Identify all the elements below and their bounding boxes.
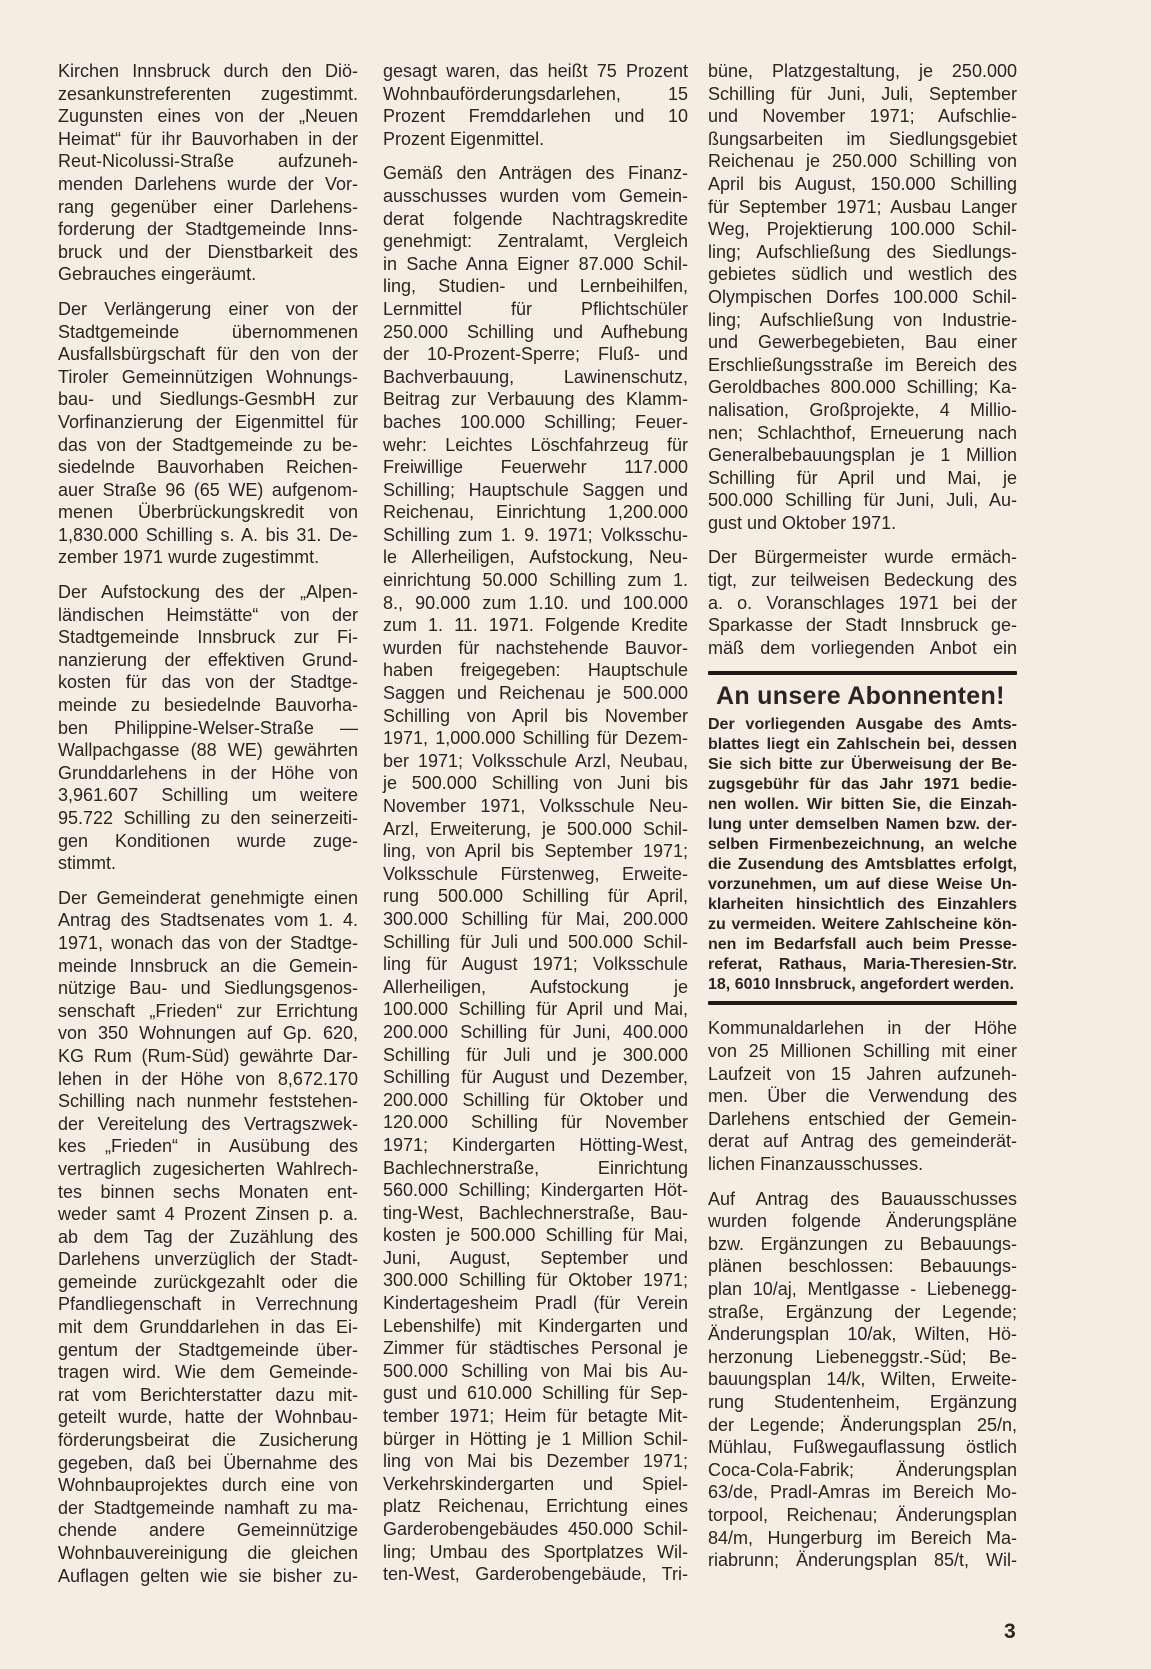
- text-line: 300.000 Schilling für Oktober 1971;: [383, 1270, 688, 1291]
- paragraph: [58, 298, 358, 569]
- text-line: Auflagen gelten wie sie bisher zu-: [58, 1565, 358, 1586]
- text-line: blattes liegt ein Zahlschein bei, dessen: [708, 736, 1017, 754]
- text-line: ling von Mai bis Dezember 1971;: [383, 1451, 688, 1472]
- text-line: derat auf Antrag des gemeinderät-: [708, 1131, 1017, 1152]
- text-line: wurden für nachstehende Bauvor-: [383, 637, 688, 658]
- paragraph: [58, 581, 358, 875]
- paragraph: [383, 60, 688, 150]
- text-line: Zimmer für städtisches Personal je: [383, 1338, 688, 1359]
- text-line: ling; Umbau des Sportplatzes Wil-: [383, 1541, 688, 1562]
- text-line: bauungsplan 14/k, Wilten, Erweite-: [708, 1369, 1017, 1390]
- text-line: nen im Bedarfsfall auch beim Presse-: [708, 936, 1017, 954]
- text-line: gegeben, daß bei Übernahme des: [58, 1452, 358, 1473]
- text-line: Wohnbauvereinigung die gleichen: [58, 1543, 358, 1563]
- text-line: lung unter demselben Namen bzw. der-: [708, 816, 1017, 834]
- text-line: rung 500.000 Schilling für April,: [383, 886, 688, 907]
- text-line: wehr: Leichtes Löschfahrzeug für: [383, 434, 688, 455]
- text-line: ling; Aufschließung von Industrie-: [708, 309, 1017, 330]
- page-number: 3: [1004, 1620, 1016, 1643]
- text-line: in Sache Anna Eigner 87.000 Schil-: [383, 253, 688, 274]
- text-line: geteilt wurde, hatte der Wohnbau-: [58, 1407, 358, 1428]
- text-line: Schilling für Juli und je 300.000: [383, 1044, 688, 1065]
- text-line: einrichtung 50.000 Schilling zum 1.: [383, 570, 688, 591]
- paragraph: [383, 162, 688, 1585]
- text-line: 18, 6010 Innsbruck, angefordert werden.: [708, 976, 1014, 994]
- text-line: Reichenau je 250.000 Schilling von: [708, 151, 1017, 172]
- text-line: Schilling nach nunmehr feststehen-: [58, 1091, 358, 1112]
- text-line: April bis August, 150.000 Schilling: [708, 173, 1017, 194]
- text-line: Der vorliegenden Ausgabe des Amts-: [708, 716, 1017, 734]
- text-line: nützige Bau- und Siedlungsgenos-: [58, 978, 358, 999]
- text-line: 95.722 Schilling zu den seinerzeiti-: [58, 808, 358, 828]
- text-line: gemeinde zurückgezahlt oder die: [58, 1271, 358, 1292]
- text-line: Stadtgemeinde Innsbruck zur Fi-: [58, 627, 358, 648]
- text-line: meinde zu besiedelnde Bauvorha-: [58, 695, 358, 716]
- text-line: Der Verlängerung einer von der: [58, 298, 358, 319]
- text-line: Wohnbauprojektes durch eine von: [58, 1475, 358, 1496]
- text-line: Reut-Nicolussi-Straße aufzuneh-: [58, 151, 358, 172]
- text-line: 300.000 Schilling für Mai, 200.000: [383, 908, 688, 929]
- text-line: Stadtgemeinde übernommenen: [58, 321, 358, 342]
- paragraph: [58, 887, 358, 1587]
- text-line: für September 1971; Ausbau Langer: [708, 196, 1017, 217]
- text-line: gust und 610.000 Schilling für Sep-: [383, 1383, 688, 1404]
- text-line: wurden folgende Änderungspläne: [708, 1211, 1017, 1232]
- text-line: der Legende; Änderungsplan 25/n,: [708, 1414, 1017, 1435]
- text-column-1: [58, 60, 358, 1599]
- text-line: ben Philippine-Welser-Straße —: [58, 717, 358, 738]
- text-line: rat vom Berichterstatter dazu mit-: [58, 1384, 358, 1405]
- text-line: Sparkasse der Stadt Innsbruck ge-: [708, 615, 1017, 636]
- text-line: Schilling; Hauptschule Saggen und: [383, 479, 688, 500]
- text-line: straße, Ergänzung der Legende;: [708, 1301, 1017, 1322]
- text-line: büne, Platzgestaltung, je 250.000: [708, 61, 1017, 81]
- text-line: zugsgebühr für das Jahr 1971 bedie-: [708, 776, 1017, 794]
- text-line: der Vereitelung des Vertragszwek-: [58, 1113, 358, 1134]
- text-line: Wohnbauförderungsdarlehen, 15: [383, 83, 688, 104]
- text-line: Wallpachgasse (88 WE) gewährten: [58, 740, 358, 761]
- text-line: Volksschule Fürstenweg, Erweite-: [383, 863, 688, 884]
- text-line: nanzierung der effektiven Grund-: [58, 649, 358, 670]
- text-line: vorzunehmen, um auf diese Weise Un-: [708, 876, 1017, 894]
- text-line: Freiwillige Feuerwehr 117.000: [383, 457, 688, 478]
- text-line: forderung der Stadtgemeinde Inns-: [58, 219, 358, 240]
- text-line: 500.000 Schilling für Juni, Juli, Au-: [708, 490, 1017, 511]
- text-line: Bachlechnerstraße, Einrichtung: [383, 1157, 688, 1178]
- text-line: von 25 Millionen Schilling mit einer: [708, 1041, 1017, 1062]
- paragraph: [708, 60, 1017, 534]
- text-line: 1971; Kindergarten Hötting-West,: [383, 1134, 688, 1155]
- text-line: der Stadtgemeinde namhaft zu ma-: [58, 1497, 358, 1518]
- text-line: Änderungsplan 10/ak, Wilten, Hö-: [708, 1324, 1017, 1345]
- text-line: Kindertagesheim Pradl (für Verein: [383, 1293, 688, 1314]
- text-line: Der Aufstockung des der „Alpen-: [58, 582, 358, 603]
- text-line: ling; Aufschließung des Siedlungs-: [708, 241, 1017, 262]
- text-line: tigt, zur teilweisen Bedeckung des: [708, 570, 1017, 591]
- text-line: ling, Studien- und Lernbeihilfen,: [383, 276, 688, 297]
- text-line: zember 1971 wurde zugestimmt.: [58, 547, 320, 568]
- text-line: tes binnen sechs Monaten ent-: [58, 1181, 358, 1202]
- text-line: gesagt waren, das heißt 75 Prozent: [383, 61, 688, 81]
- text-line: torpool, Reichenau; Änderungsplan: [708, 1504, 1017, 1525]
- notice-heading: An unsere Abonnenten!: [716, 682, 1005, 711]
- text-line: weder samt 4 Prozent Zinsen p. a.: [58, 1204, 358, 1225]
- text-line: Generalbebauungsplan je 1 Million: [708, 445, 1017, 466]
- text-line: die Zusendung des Amtsblattes erfolgt,: [708, 856, 1017, 874]
- text-line: auer Straße 96 (65 WE) aufgenom-: [58, 479, 358, 500]
- text-line: zu vermeiden. Weitere Zahlscheine kön-: [708, 916, 1017, 934]
- text-line: gentum der Stadtgemeinde über-: [58, 1339, 358, 1360]
- text-line: referat, Rathaus, Maria-Theresien-Str.: [708, 956, 1017, 974]
- text-line: menen Überbrückungskredit von: [58, 502, 358, 523]
- paragraph: [708, 546, 1017, 659]
- text-line: ting-West, Bachlechnerstraße, Bau-: [383, 1202, 688, 1223]
- text-line: 200.000 Schilling für Juni, 400.000: [383, 1021, 688, 1042]
- text-line: ber 1971; Volksschule Arzl, Neubau,: [383, 750, 688, 771]
- text-line: 84/m, Hungerburg im Bereich Ma-: [708, 1527, 1017, 1548]
- text-line: bau- und Siedlungs-GesmbH zur: [58, 389, 358, 410]
- text-line: Schilling für Juni, Juli, September: [708, 83, 1017, 104]
- text-line: 1971, wonach das von der Stadtge-: [58, 932, 358, 953]
- text-line: genehmigt: Zentralamt, Vergleich: [383, 231, 688, 252]
- text-line: Schilling von April bis November: [383, 705, 688, 726]
- text-line: baches 100.000 Schilling; Feuer-: [383, 411, 688, 432]
- text-line: Juni, August, September und: [383, 1247, 688, 1268]
- notice-body: [708, 715, 1017, 995]
- text-line: von 350 Wohnungen auf Gp. 620,: [58, 1023, 358, 1044]
- text-line: Schilling für April und Mai, je: [708, 467, 1017, 488]
- text-column-2: [383, 60, 688, 1598]
- text-line: Schilling für August und Dezember,: [383, 1067, 688, 1088]
- text-line: plänen beschlossen: Bebauungs-: [708, 1256, 1017, 1277]
- text-line: das von der Stadtgemeinde zu be-: [58, 434, 358, 455]
- text-line: Darlehens entschied der Gemein-: [708, 1108, 1017, 1129]
- text-line: vertraglich zugesicherten Wahlrech-: [58, 1158, 358, 1179]
- text-line: Garderobengebäudes 450.000 Schil-: [383, 1519, 688, 1539]
- text-line: ling, von April bis September 1971;: [383, 841, 688, 862]
- text-line: senschaft „Frieden“ zur Errichtung: [58, 1000, 358, 1021]
- text-line: ländischen Heimstätte“ von der: [58, 604, 358, 625]
- text-line: ab dem Tag der Zuzählung des: [58, 1226, 358, 1247]
- text-line: lichen Finanzausschusses.: [708, 1154, 924, 1174]
- text-line: stimmt.: [58, 853, 116, 874]
- text-line: Ausfallsbürgschaft für den von der: [58, 344, 358, 365]
- text-line: Saggen und Reichenau je 500.000: [383, 683, 688, 704]
- subscriber-notice-box: [708, 671, 1017, 1005]
- text-line: kosten je 500.000 Schilling für Mai,: [383, 1225, 688, 1246]
- text-line: 63/de, Pradl-Amras im Bereich Mo-: [708, 1482, 1017, 1503]
- text-line: derat folgende Nachtragskredite: [383, 208, 688, 229]
- text-line: Zugunsten eines von der „Neuen: [58, 106, 358, 127]
- text-line: nen wollen. Wir bitten Sie, die Einzah-: [708, 796, 1017, 814]
- text-line: je 500.000 Schilling von Juni bis: [383, 773, 688, 794]
- text-line: Arzl, Erweiterung, je 500.000 Schil-: [383, 818, 688, 839]
- text-line: men. Über die Verwendung des: [708, 1086, 1017, 1107]
- text-line: meinde Innsbruck an die Gemein-: [58, 955, 358, 976]
- text-line: rang gegenüber einer Darlehens-: [58, 196, 358, 217]
- text-line: klarheiten hinsichtlich des Einzahlers: [708, 896, 1017, 914]
- text-line: förderungsbeirat die Zusicherung: [58, 1430, 358, 1451]
- paragraph: [58, 60, 358, 286]
- text-column-3: [708, 60, 1017, 1584]
- text-line: haben freigegeben: Hauptschule: [383, 660, 688, 681]
- text-line: gebietes südlich und westlich des: [708, 264, 1017, 285]
- text-line: plan 10/aj, Mentlgasse - Liebenegg-: [708, 1278, 1017, 1299]
- text-line: Verkehrskindergarten und Spiel-: [383, 1473, 688, 1494]
- text-line: 250.000 Schilling und Aufhebung: [383, 321, 688, 342]
- text-line: a. o. Voranschlages 1971 bei der: [708, 592, 1017, 613]
- text-line: selben Firmenbezeichnung, an welche: [708, 836, 1017, 854]
- text-line: mäß dem vorliegenden Anbot ein: [708, 637, 1017, 658]
- text-line: Tiroler Gemeinnützigen Wohnungs-: [58, 366, 358, 387]
- text-line: zum 1. 11. 1971. Folgende Kredite: [383, 615, 688, 636]
- text-line: ßungsarbeiten im Siedlungsgebiet: [708, 128, 1017, 149]
- paragraph: [708, 1188, 1017, 1572]
- text-line: Coca-Cola-Fabrik; Änderungsplan: [708, 1459, 1017, 1480]
- text-line: Bachverbauung, Lawinenschutz,: [383, 366, 688, 387]
- paragraph: [708, 1017, 1017, 1175]
- text-line: Beitrag zur Verbauung des Klamm-: [383, 389, 688, 410]
- text-line: 500.000 Schilling von Mai bis Au-: [383, 1360, 688, 1381]
- text-line: le Allerheiligen, Aufstockung, Neu-: [383, 547, 688, 568]
- text-line: bruck und der Dienstbarkeit des: [58, 241, 358, 262]
- text-line: Prozent Eigenmittel.: [383, 128, 545, 149]
- text-line: kosten für das von der Stadtge-: [58, 672, 358, 693]
- text-line: Schilling zum 1. 9. 1971; Volksschu-: [383, 524, 688, 545]
- text-line: Der Bürgermeister wurde ermäch-: [708, 547, 1017, 568]
- text-line: Gemäß den Anträgen des Finanz-: [383, 163, 688, 184]
- text-line: ten-West, Garderobengebäude, Tri-: [383, 1564, 688, 1585]
- text-line: Mühlau, Fußwegauflassung östlich: [708, 1437, 1017, 1458]
- text-line: nalisation, Großprojekte, 4 Millio-: [708, 399, 1017, 420]
- text-line: Gebrauches eingeräumt.: [58, 264, 257, 285]
- text-line: Kirchen Innsbruck durch den Diö-: [58, 61, 358, 81]
- text-line: November 1971, Volksschule Neu-: [383, 796, 688, 816]
- text-line: gust und Oktober 1971.: [708, 512, 897, 533]
- text-line: 8., 90.000 zum 1.10. und 100.000: [383, 592, 688, 613]
- text-line: Geroldbaches 800.000 Schilling; Ka-: [708, 377, 1017, 398]
- text-line: Lebenshilfe) mit Kindergarten und: [383, 1315, 688, 1336]
- text-line: 200.000 Schilling für Oktober und: [383, 1089, 688, 1110]
- text-line: Allerheiligen, Aufstockung je: [383, 976, 688, 997]
- text-line: Reichenau, Einrichtung 1,200.000: [383, 502, 688, 523]
- text-line: der 10-Prozent-Sperre; Fluß- und: [383, 344, 688, 365]
- text-line: Olympischen Dorfes 100.000 Schil-: [708, 286, 1017, 307]
- text-line: siedelnde Bauvorhaben Reichen-: [58, 457, 358, 478]
- text-line: 1971, 1,000.000 Schilling für Dezem-: [383, 728, 688, 749]
- text-line: KG Rum (Rum-Süd) gewährte Dar-: [58, 1045, 358, 1066]
- text-line: Sie sich bitte zur Überweisung der Be-: [708, 756, 1017, 774]
- text-line: 3,961.607 Schilling um weitere: [58, 785, 358, 806]
- text-line: kes „Frieden“ in Ausübung des: [58, 1136, 358, 1157]
- text-line: ausschusses wurden vom Gemein-: [383, 185, 688, 206]
- text-line: Der Gemeinderat genehmigte einen: [58, 887, 358, 908]
- text-line: Erschließungsstraße im Bereich des: [708, 354, 1017, 375]
- text-line: bzw. Ergänzungen zu Bebauungs-: [708, 1233, 1017, 1254]
- text-line: menden Darlehens wurde der Vor-: [58, 173, 358, 194]
- text-line: Kommunaldarlehen in der Höhe: [708, 1018, 1017, 1039]
- text-line: 560.000 Schilling; Kindergarten Höt-: [383, 1180, 688, 1201]
- text-line: riabrunn; Änderungsplan 85/t, Wil-: [708, 1550, 1017, 1571]
- text-line: Prozent Fremddarlehen und 10: [383, 106, 688, 127]
- text-line: ling für August 1971; Volksschule: [383, 954, 688, 975]
- text-line: Darlehens unverzüglich der Stadt-: [58, 1249, 358, 1270]
- text-line: herzonung Liebeneggstr.-Süd; Be-: [708, 1346, 1017, 1367]
- text-line: Weg, Projektierung 100.000 Schil-: [708, 219, 1017, 240]
- text-line: chende andere Gemeinnützige: [58, 1520, 358, 1541]
- text-line: platz Reichenau, Errichtung eines: [383, 1496, 688, 1517]
- text-line: Pfandliegenschaft in Verrechnung: [58, 1294, 358, 1315]
- text-line: und Gewerbegebieten, Bau einer: [708, 332, 1017, 353]
- text-line: mit dem Grunddarlehen in das Ei-: [58, 1317, 358, 1338]
- text-line: Schilling für Juli und 500.000 Schil-: [383, 931, 688, 952]
- text-line: tragen wird. Wie dem Gemeinde-: [58, 1362, 358, 1383]
- divider-rule: [708, 1001, 1017, 1005]
- text-line: Heimat“ für ihr Bauvorhaben in der: [58, 128, 358, 149]
- text-line: tember 1971; Heim für betagte Mit-: [383, 1406, 688, 1427]
- text-line: Auf Antrag des Bauausschusses: [708, 1188, 1017, 1209]
- text-line: Vorfinanzierung der Eigenmittel für: [58, 411, 358, 432]
- text-line: 100.000 Schilling für April und Mai,: [383, 999, 688, 1020]
- text-line: zesankunstreferenten zugestimmt.: [58, 83, 358, 104]
- text-line: gen Konditionen wurde zuge-: [58, 830, 358, 851]
- text-line: bürger in Hötting je 1 Million Schil-: [383, 1428, 688, 1449]
- divider-rule: [708, 671, 1017, 675]
- text-line: Laufzeit von 15 Jahren aufzuneh-: [708, 1063, 1017, 1084]
- text-line: Antrag des Stadtsenates vom 1. 4.: [58, 910, 358, 931]
- text-line: rung Studentenheim, Ergänzung: [708, 1391, 1017, 1412]
- text-line: Grunddarlehens in der Höhe von: [58, 762, 358, 783]
- text-line: Lernmittel für Pflichtschüler: [383, 298, 688, 319]
- text-line: und November 1971; Aufschlie-: [708, 106, 1017, 127]
- text-line: 1,830.000 Schilling s. A. bis 31. De-: [58, 524, 358, 545]
- text-line: 120.000 Schilling für November: [383, 1112, 688, 1133]
- text-line: lehen in der Höhe von 8,672.170: [58, 1068, 358, 1089]
- text-line: nen; Schlachthof, Erneuerung nach: [708, 422, 1017, 443]
